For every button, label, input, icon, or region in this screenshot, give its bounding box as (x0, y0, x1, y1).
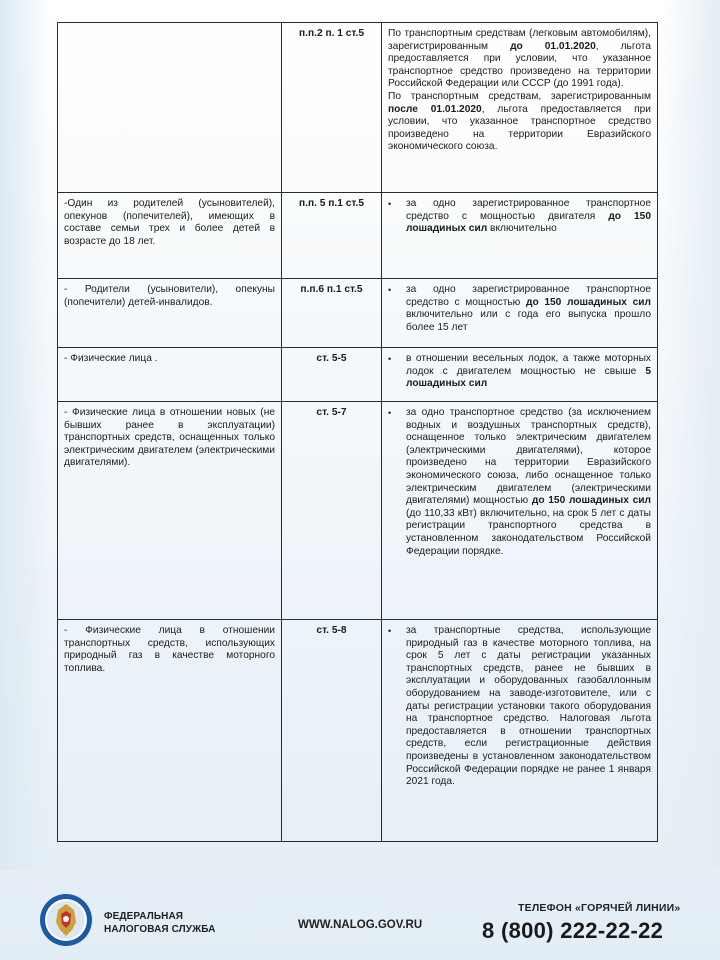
condition-cell (382, 279, 658, 348)
condition-bullet (388, 625, 651, 789)
article-cell: ст. 5-8 (282, 620, 382, 842)
condition-cell (382, 402, 658, 620)
text-segment: за одно зарегистрированное транспортное средство с мощностью двигателя (406, 198, 651, 222)
left-edge-tint (0, 0, 50, 870)
text-segment: за одно транспортное средство (за исключением водных и воздушных транспортных средств), оснащенное только электрическим двигателем (электрическими двигателями), которое произведено на территории Евразийского экономического союза, либо оснащенное только электрическим двигателем (электрическими двигателями) мощностью (406, 407, 651, 507)
emphasis-text: после 01.01.2020 (388, 103, 482, 115)
category-cell: - Родители (усыновители), опекуны (попечители) детей-инвалидов. (58, 279, 282, 348)
table-row (58, 279, 658, 348)
text-segment: за транспортные средства, использующие природный газ в качестве моторного топлива, на срок 5 лет с даты регистрации указанных транспортных средств, ранее не бывших в эксплуатации и оборудованных газобаллонным оборудованием на заводе-изготовителе, или с даты регистрации установки такого оборудования на транспортное средство. Налоговая льгота предоставляется в отношении транспортных средств, если регистрационные действия произведены в установленном законодательством Российской Федерации порядке не ранее 1 января 2021 года. (406, 625, 651, 788)
condition-text (406, 407, 651, 558)
text-segment: , льгота предоставляется при условии, что указанное транспортное средство произведено на территории Российской Федерации или СССР (до 1991 года). (388, 40, 651, 90)
emphasis-text: до 150 лошадиных сил (406, 210, 651, 235)
bullet-marker: • (388, 285, 392, 295)
condition-cell (382, 620, 658, 842)
category-cell: - Физические лица . (58, 348, 282, 402)
condition-cell (382, 193, 658, 279)
article-cell: ст. 5-5 (282, 348, 382, 402)
condition-bullet (388, 407, 651, 558)
bullet-marker: • (388, 408, 392, 418)
organization-name (104, 910, 215, 936)
condition-bullet (388, 284, 651, 334)
fns-emblem-icon (38, 892, 94, 948)
text-segment: включительно (487, 223, 557, 235)
condition-text (406, 198, 651, 236)
table-row (58, 620, 658, 842)
article-cell: п.п. 5 п.1 ст.5 (282, 193, 382, 279)
table-row (58, 348, 658, 402)
bullet-marker: • (388, 354, 392, 364)
table-row (58, 402, 658, 620)
website-link[interactable]: WWW.NALOG.GOV.RU (298, 919, 423, 931)
condition-text (406, 284, 651, 334)
article-cell: ст. 5-7 (282, 402, 382, 620)
hotline-number[interactable]: 8 (800) 222-22-22 (482, 918, 664, 943)
condition-bullet (388, 198, 651, 236)
text-segment: По транспортным средствам, зарегистрированным (388, 90, 651, 102)
condition-bullet (388, 353, 651, 391)
text-segment: включительно или с года его выпуска прошло более 15 лет (406, 309, 651, 333)
text-segment: , льгота предоставляется при условии, что указанное транспортное средство произведено на территории Евразийского экономического союза. (388, 103, 651, 153)
emphasis-text: до 150 лошадиных сил (531, 495, 652, 507)
condition-paragraph (388, 91, 651, 154)
condition-cell (382, 23, 658, 193)
organization-name-line: НАЛОГОВАЯ СЛУЖБА (104, 924, 216, 935)
emphasis-text: до 150 лошадиных сил (525, 296, 651, 308)
text-segment: (до 110,33 кВт) включительно, на срок 5 лет с даты регистрации транспортного средства в установленном законодательством Российской Федерации порядке. (406, 507, 651, 557)
category-cell: - Физические лица в отношении новых (не бывших ранее в эксплуатации) транспортных средств, оснащенных только электрическим двигателем (электрическими двигателями). (58, 402, 282, 620)
right-edge-tint (660, 0, 720, 870)
condition-cell (382, 348, 658, 402)
bullet-marker: • (388, 626, 392, 636)
condition-paragraph (388, 28, 651, 91)
article-cell: п.п.2 п. 1 ст.5 (282, 23, 382, 193)
hotline-label: ТЕЛЕФОН «ГОРЯЧЕЙ ЛИНИИ» (518, 902, 681, 914)
text-segment: в отношении весельных лодок, а также моторных лодок с двигателем мощностью не свыше (406, 353, 651, 377)
category-cell: - Физические лица в отношении транспортных средств, использующих природный газ в качестве моторного топлива. (58, 620, 282, 842)
emphasis-text: до 01.01.2020 (510, 40, 596, 52)
table-row (58, 193, 658, 279)
condition-text (406, 625, 651, 789)
condition-text (406, 353, 651, 391)
category-cell: -Один из родителей (усыновителей), опекунов (попечителей), имеющих в составе семьи трех и более детей в возрасте до 18 лет. (58, 193, 282, 279)
table-body (58, 23, 658, 842)
tax-benefits-table (57, 22, 658, 842)
organization-name-line: ФЕДЕРАЛЬНАЯ (104, 911, 184, 922)
text-segment: По транспортным средствам (легковым автомобилям), зарегистрированным (388, 28, 651, 52)
table-row (58, 23, 658, 193)
emphasis-text: 5 лошадиных сил (406, 365, 651, 390)
article-cell: п.п.6 п.1 ст.5 (282, 279, 382, 348)
text-segment: за одно зарегистрированное транспортное средство с мощностью (406, 284, 651, 308)
page-footer (0, 870, 720, 960)
bullet-marker: • (388, 199, 392, 209)
category-cell (58, 23, 282, 193)
